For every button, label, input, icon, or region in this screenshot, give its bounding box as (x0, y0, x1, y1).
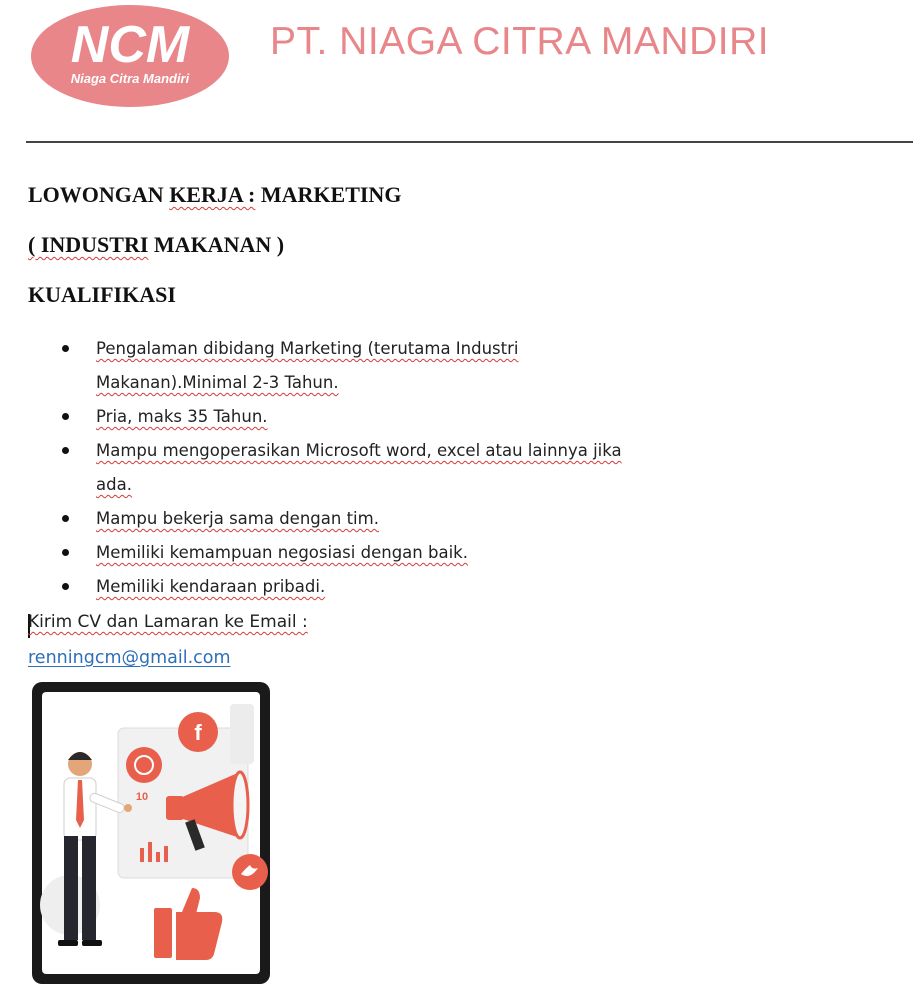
industry-label: ( INDUSTRI MAKANAN ) (28, 232, 285, 257)
twitter-icon (232, 854, 268, 890)
qualifications-list (62, 332, 622, 604)
list-item: Memiliki kendaraan pribadi. (62, 570, 622, 604)
list-item: Memiliki kemampuan negosiasi dengan baik. (62, 536, 622, 570)
email-link[interactable]: renningcm@gmail.com (28, 648, 231, 668)
list-item: Mampu bekerja sama dengan tim. (62, 502, 622, 536)
send-instruction: Kirim CV dan Lamaran ke Email : (28, 612, 308, 632)
company-logo (30, 4, 230, 108)
header-divider (26, 141, 913, 143)
facebook-icon (178, 712, 218, 752)
svg-text:f: f (194, 720, 202, 745)
job-title: LOWONGAN KERJA : MARKETING (28, 182, 402, 207)
list-item: Mampu mengoperasikan Microsoft word, excel atau lainnya jika ada. (62, 434, 622, 502)
company-name: PT. NIAGA CITRA MANDIRI (270, 20, 770, 63)
logo-subtext: Niaga Citra Mandiri (70, 71, 190, 86)
logo-text: NCM (70, 16, 190, 74)
qualifications-heading: KUALIFIKASI (28, 282, 176, 307)
marketing-illustration (30, 680, 272, 986)
badge-count: 10 (135, 791, 149, 803)
whatsapp-icon (126, 747, 162, 783)
list-item: Pria, maks 35 Tahun. (62, 400, 622, 434)
list-item: Pengalaman dibidang Marketing (terutama Industri Makanan).Minimal 2-3 Tahun. (62, 332, 622, 400)
